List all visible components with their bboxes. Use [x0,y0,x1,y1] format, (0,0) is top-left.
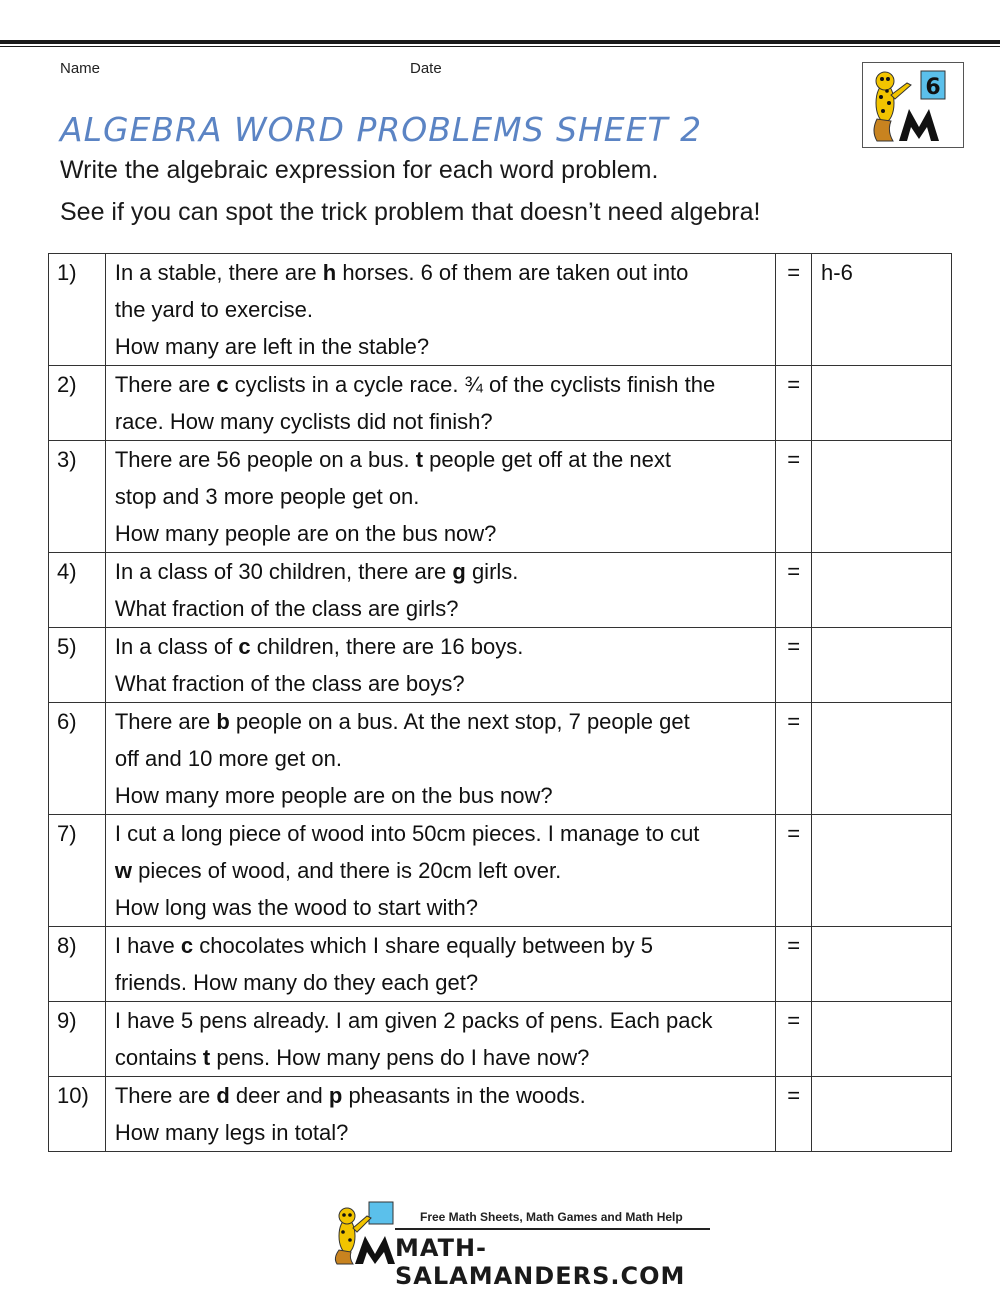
variable: d [216,1083,230,1108]
answer-cell[interactable] [812,366,952,441]
text-segment: race. How many cyclists did not finish? [114,409,493,434]
answer-cell[interactable] [812,1002,952,1077]
equals-sign: = [776,553,812,628]
text-segment: In a class of 30 children, there are [114,559,453,584]
problem-number: 4) [49,553,106,628]
answer-cell[interactable] [812,628,952,703]
problem-text [105,366,775,441]
variable: g [452,559,466,584]
problem-text-line [115,328,775,365]
problem-text [105,1077,775,1152]
footer-site-name: MATH-SALAMANDERS.COM [395,1234,686,1290]
text-segment: What fraction of the class are girls? [114,596,459,621]
problem-text-line [115,441,775,478]
salamander-grade-icon [863,63,963,147]
problem-text-line [115,889,775,926]
problem-number: 7) [49,815,106,927]
text-segment: What fraction of the class are boys? [114,671,465,696]
text-segment: people on a bus. At the next stop, 7 people get [229,709,690,734]
answer-cell[interactable]: h-6 [812,254,952,366]
equals-sign: = [776,703,812,815]
problem-text-line [115,964,775,1001]
variable: b [216,709,230,734]
equals-sign: = [776,1002,812,1077]
equals-sign: = [776,1077,812,1152]
problem-number: 5) [49,628,106,703]
problem-text-line [115,366,775,403]
problem-text [105,254,775,366]
problem-text-line [115,665,775,702]
problem-text-line [115,1039,775,1076]
text-segment: There are [114,1083,217,1108]
grade-number: 6 [925,75,941,100]
problem-text-line [115,628,775,665]
problem-text-line [115,777,775,814]
variable: c [180,933,194,958]
variable: p [328,1083,343,1108]
text-segment: friends. How many do they each get? [114,970,479,995]
problem-text-line [115,815,775,852]
problem-row [49,1002,952,1077]
problem-number: 9) [49,1002,106,1077]
grade-logo [862,62,964,148]
problem-text [105,441,775,553]
variable: c [238,634,251,659]
problem-text-line [115,1077,775,1114]
text-segment: horses. 6 of them are taken out into [336,260,689,285]
text-segment: deer and [229,1083,329,1108]
text-segment: pens. How many pens do I have now? [210,1045,590,1070]
answer-cell[interactable] [812,441,952,553]
problem-row [49,628,952,703]
problem-text [105,927,775,1002]
problem-text-line [115,740,775,777]
variable: c [216,372,229,397]
text-segment: How many people are on the bus now? [114,521,497,546]
problem-row [49,1077,952,1152]
text-segment: I have [114,933,181,958]
instruction-line-1: Write the algebraic expression for each word problem. [60,156,659,184]
problem-row [49,366,952,441]
problem-text-line [115,403,775,440]
problem-text-line [115,515,775,552]
text-segment: How many legs in total? [114,1120,349,1145]
answer-cell[interactable] [812,703,952,815]
problem-text-line [115,1002,775,1039]
text-segment: people get off at the next [423,447,671,472]
problem-number: 3) [49,441,106,553]
name-label: Name [60,60,101,77]
top-rule [0,40,1000,44]
problems-table [48,253,952,1152]
text-segment: In a class of [114,634,239,659]
answer-cell[interactable] [812,1077,952,1152]
problem-text-line [115,478,775,515]
instruction-line-2: See if you can spot the trick problem that doesn’t need algebra! [60,198,761,226]
variable: t [202,1045,211,1070]
variable: w [114,858,132,883]
text-segment: I cut a long piece of wood into 50cm pieces. I manage to cut [114,821,700,846]
text-segment: How many more people are on the bus now? [114,783,553,808]
footer-divider [395,1228,710,1230]
text-segment: In a stable, there are [114,260,323,285]
equals-sign: = [776,254,812,366]
text-segment: off and 10 more get on. [114,746,342,771]
equals-sign: = [776,366,812,441]
problem-text-line [115,590,775,627]
problem-text-line [115,703,775,740]
date-label: Date [410,60,442,77]
problem-text [105,815,775,927]
problem-number: 6) [49,703,106,815]
problem-number: 2) [49,366,106,441]
answer-cell[interactable] [812,815,952,927]
text-segment: How long was the wood to start with? [114,895,479,920]
text-segment: chocolates which I share equally between by 5 [193,933,653,958]
problem-text-line [115,927,775,964]
text-segment: girls. [465,559,519,584]
problem-text [105,553,775,628]
equals-sign: = [776,815,812,927]
problem-row [49,815,952,927]
text-segment: children, there are 16 boys. [250,634,524,659]
problem-row [49,254,952,366]
footer-tagline: Free Math Sheets, Math Games and Math Help [420,1210,683,1224]
text-segment: contains [114,1045,203,1070]
text-segment: I have 5 pens already. I am given 2 packs of pens. Each pack [114,1008,713,1033]
problem-row [49,553,952,628]
variable: t [415,447,424,472]
text-segment: stop and 3 more people get on. [114,484,420,509]
text-segment: the yard to exercise. [114,297,313,322]
problem-text-line [115,553,775,590]
text-segment: How many are left in the stable? [114,334,430,359]
text-segment: pieces of wood, and there is 20cm left over. [131,858,562,883]
text-segment: There are 56 people on a bus. [114,447,416,472]
worksheet-title: ALGEBRA WORD PROBLEMS SHEET 2 [60,110,703,149]
problem-row [49,441,952,553]
equals-sign: = [776,628,812,703]
problem-text [105,628,775,703]
text-segment: cyclists in a cycle race. ¾ of the cyclists finish the [228,372,716,397]
answer-cell[interactable] [812,553,952,628]
footer-logo [325,1198,715,1290]
problem-row [49,927,952,1002]
problem-number: 8) [49,927,106,1002]
problem-number: 1) [49,254,106,366]
problem-text-line [115,291,775,328]
problem-text [105,703,775,815]
problem-text-line [115,1114,775,1151]
equals-sign: = [776,927,812,1002]
equals-sign: = [776,441,812,553]
problem-text-line [115,852,775,889]
answer-cell[interactable] [812,927,952,1002]
top-rule-thin [0,46,1000,47]
text-segment: There are [114,372,217,397]
problem-number: 10) [49,1077,106,1152]
variable: h [322,260,337,285]
text-segment: There are [114,709,217,734]
problem-text [105,1002,775,1077]
problem-text-line [115,254,775,291]
problem-row [49,703,952,815]
text-segment: pheasants in the woods. [342,1083,586,1108]
footer-salamander-icon [325,1198,405,1268]
